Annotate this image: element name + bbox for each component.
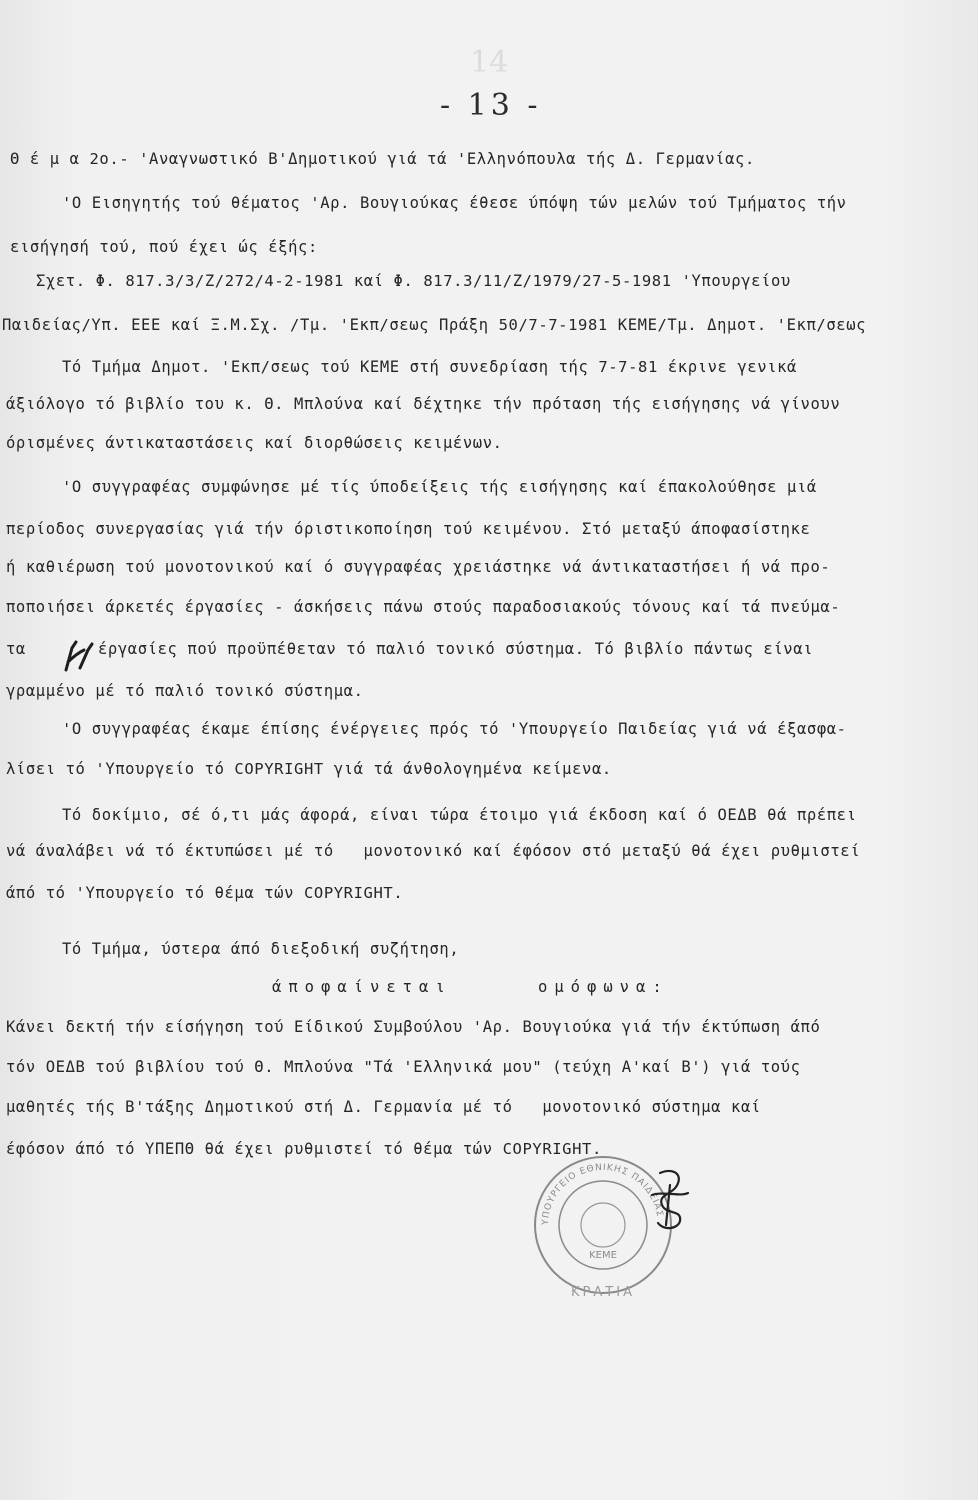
handwritten-correction-icon xyxy=(58,640,98,674)
decision-line: μαθητές τής Β'τάξης Δημοτικού στή Δ. Γερμανία μέ τό μονοτονικό σύστημα καί xyxy=(6,1098,761,1116)
paragraph-line: Τό Τμήμα Δημοτ. 'Εκπ/σεως τού ΚΕΜΕ στή συνεδρίαση τής 7-7-81 έκρινε γενικά xyxy=(62,358,797,376)
paragraph-line: 'Ο συγγραφέας συμφώνησε μέ τίς ύποδείξεις τής εισήγησης καί έπακολούθησε μιά xyxy=(62,478,817,496)
faint-page-number: 14 xyxy=(470,45,509,80)
paragraph-line: Τό δοκίμιο, σέ ό,τι μάς άφορά, είναι τώρα έτοιμο γιά έκδοση καί ό ΟΕΔΒ θά πρέπει xyxy=(62,806,857,824)
reference-line: Παιδείας/Υπ. ΕΕΕ καί Ξ.Μ.Σχ. /Τμ. 'Εκπ/σεως Πράξη 50/7-7-1981 ΚΕΜΕ/Τμ. Δημοτ. 'Εκπ/σεως xyxy=(2,316,867,334)
stamp-bottom-text: ΚΕΜΕ xyxy=(589,1250,617,1261)
decision-heading-unanimous: ομόφωνα: xyxy=(538,978,669,996)
decision-heading: άποφαίνεται xyxy=(272,978,452,996)
paragraph-line: 'Ο Εισηγητής τού θέματος 'Αρ. Βουγιούκας έθεσε ύπόψη τών μελών τού Τμήματος τήν xyxy=(62,194,847,212)
paragraph-line: νά άναλάβει νά τό έκτυπώσει μέ τό μονοτονικό καί έφόσον στό μεταξύ θά έχει ρυθμιστεί xyxy=(6,842,861,860)
paragraph-line: γραμμένο μέ τό παλιό τονικό σύστημα. xyxy=(6,682,364,700)
paragraph-line: άξιόλογο τό βιβλίο του κ. Θ. Μπλούνα καί δέχτηκε τήν πρόταση τής εισήγησης νά γίνουν xyxy=(6,395,841,413)
decision-line: Κάνει δεκτή τήν είσήγηση τού Είδικού Συμβούλου 'Αρ. Βουγιούκα γιά τήν έκτύπωση άπό xyxy=(6,1018,821,1036)
paragraph-line: 'Ο συγγραφέας έκαμε έπίσης ένέργειες πρός τό 'Υπουργείο Παιδείας γιά νά έξασφα- xyxy=(62,720,847,738)
paragraph-line: έργασίες πού προϋπέθεταν τό παλιό τονικό σύστημα. Τό βιβλίο πάντως είναι xyxy=(98,640,814,658)
paragraph-line: όρισμένες άντικαταστάσεις καί διορθώσεις κειμένων. xyxy=(6,434,503,452)
paragraph-line: λίσει τό 'Υπουργείο τό COPYRIGHT γιά τά άνθολογημένα κείμενα. xyxy=(6,760,612,778)
paragraph-line: τα xyxy=(6,640,26,658)
paragraph-line: άπό τό 'Υπουργείο τό θέμα τών COPYRIGHT. xyxy=(6,884,404,902)
paragraph-line: Τό Τμήμα, ύστερα άπό διεξοδική συζήτηση, xyxy=(62,940,460,958)
signature-icon xyxy=(640,1165,700,1235)
stamp-side-text: ΚΡΑΤΙΑ xyxy=(571,1285,635,1300)
reference-line: Σχετ. Φ. 817.3/3/Ζ/272/4-2-1981 καί Φ. 817.3/11/Ζ/1979/27-5-1981 'Υπουργείου xyxy=(36,272,791,290)
subject-heading: Θ έ μ α 2ο.- 'Αναγνωστικό Β'Δημοτικού γιά τά 'Ελληνόπουλα τής Δ. Γερμανίας. xyxy=(10,150,755,168)
paragraph-line: εισήγησή τού, πού έχει ώς έξής: xyxy=(10,238,318,256)
decision-line: έφόσον άπό τό ΥΠΕΠΘ θά έχει ρυθμιστεί τό θέμα τών COPYRIGHT. xyxy=(6,1140,602,1158)
decision-line: τόν ΟΕΔΒ τού βιβλίου τού Θ. Μπλούνα "Τά 'Ελληνικά μου" (τεύχη Α'καί Β') γιά τούς xyxy=(6,1058,801,1076)
paragraph-line: ποποιήσει άρκετές έργασίες - άσκήσεις πάνω στούς παραδοσιακούς τόνους καί τά πνεύμα- xyxy=(6,598,841,616)
paragraph-line: περίοδος συνεργασίας γιά τήν όριστικοποίηση τού κειμένου. Στό μεταξύ άποφασίστηκε xyxy=(6,520,811,538)
page-number: - 13 - xyxy=(440,88,542,123)
paragraph-line: ή καθιέρωση τού μονοτονικού καί ό συγγραφέας χρειάστηκε νά άντικαταστήσει ή νά προ- xyxy=(6,558,831,576)
stamp-ring-text: ΥΠΟΥΡΓΕΙΟ ΕΘΝΙΚΗΣ ΠΑΙΔΕΙΑΣ xyxy=(540,1162,665,1226)
